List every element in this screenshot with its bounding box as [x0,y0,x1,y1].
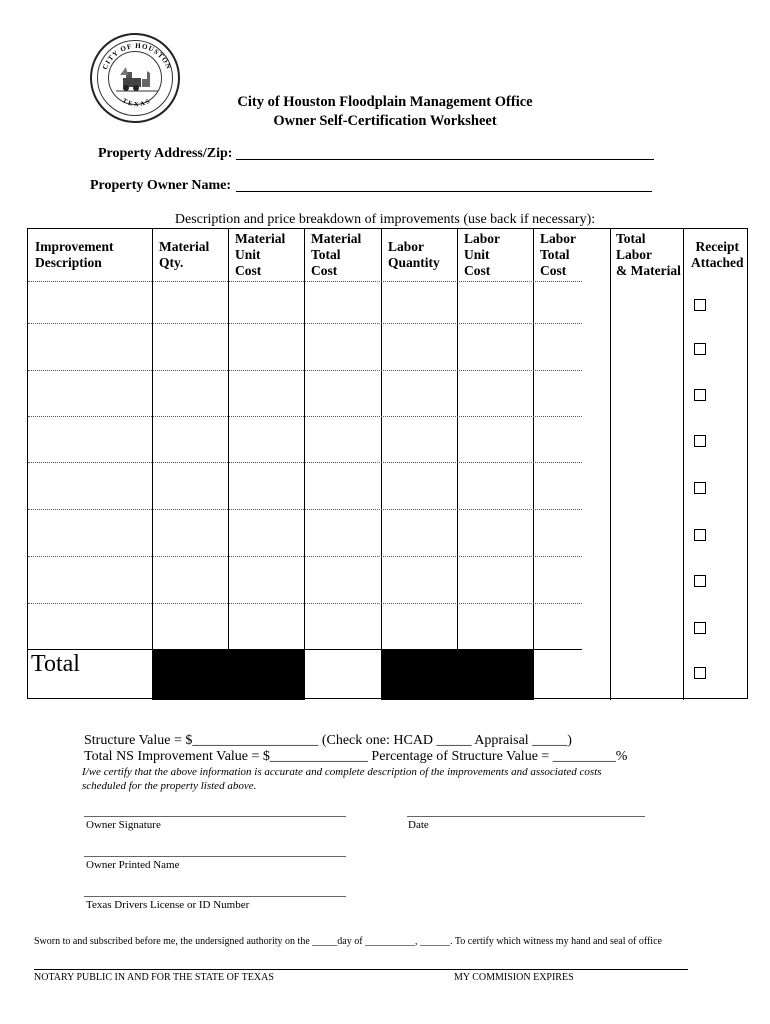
col-header-labor-quantity: Labor Quantity [388,239,440,270]
owner-signature-label: Owner Signature [86,819,161,831]
date-label: Date [408,819,429,831]
notary-label: NOTARY PUBLIC IN AND FOR THE STATE OF TEXAS [34,972,274,983]
property-owner-field[interactable] [236,191,652,192]
col-header-receipt-attached: Receipt Attached [691,239,744,270]
receipt-checkbox[interactable] [694,299,706,311]
svg-text:CITY OF HOUSTON [101,42,173,71]
notary-line[interactable] [34,969,688,970]
table-row [28,556,582,557]
description-caption: Description and price breakdown of improvements (use back if necessary): [174,212,596,227]
col-header-material-total-cost: Material Total Cost [311,231,362,278]
table-row [28,509,582,510]
receipt-checkbox[interactable] [694,529,706,541]
property-address-label: Property Address/Zip: [98,146,233,161]
structure-value-line: Structure Value = $__________________ (Check one: HCAD _____ Appraisal _____) [84,733,572,748]
total-label: Total [31,651,80,677]
receipt-checkbox[interactable] [694,482,706,494]
col-header-material-unit-cost: Material Unit Cost [235,231,286,278]
form-title: City of Houston Floodplain Management Office [237,94,533,110]
license-label: Texas Drivers License or ID Number [86,899,250,911]
seal-text-top: CITY OF HOUSTON [100,41,174,71]
col-header-improvement-description: Improvement Description [35,239,114,270]
blocked-cell-material [152,649,305,700]
commission-label: MY COMMISION EXPIRES [454,972,574,983]
col-header-material-qty: Material Qty. [159,239,210,270]
receipt-checkbox[interactable] [694,343,706,355]
date-line[interactable] [407,816,645,817]
form-subtitle: Owner Self-Certification Worksheet [273,113,497,129]
table-row [28,603,582,604]
table-row [28,281,582,282]
seal-text-bottom: TEXAS [121,97,153,109]
owner-signature-line[interactable] [84,816,346,817]
receipt-checkbox[interactable] [694,575,706,587]
owner-printed-name-label: Owner Printed Name [86,859,180,871]
improvement-value-line: Total NS Improvement Value = $______________ Percentage of Structure Value = _________% [84,749,628,764]
property-owner-label: Property Owner Name: [90,178,231,193]
col-header-labor-total-cost: Labor Total Cost [540,231,577,278]
certify-text-line1: I/we certify that the above information is accurate and complete description of the improvements and associated costs [82,766,602,778]
total-receipt-checkbox[interactable] [694,667,706,679]
receipt-checkbox[interactable] [694,389,706,401]
sworn-statement: Sworn to and subscribed before me, the undersigned authority on the _____day of __________, ______. To certify which witness my hand and seal of office [34,936,662,947]
table-row [28,462,582,463]
improvements-table [27,228,748,699]
seal-emblem-icon [92,35,182,125]
table-row [28,370,582,371]
receipt-checkbox[interactable] [694,435,706,447]
owner-printed-name-line[interactable] [84,856,346,857]
table-row [28,416,582,417]
table-row [28,323,582,324]
col-header-labor-unit-cost: Labor Unit Cost [464,231,501,278]
license-line[interactable] [84,896,346,897]
col-header-total-labor-material: Total Labor & Material [616,231,681,278]
certify-text-line2: scheduled for the property listed above. [82,780,257,792]
blocked-cell-labor [381,649,534,700]
receipt-checkbox[interactable] [694,622,706,634]
property-address-field[interactable] [236,159,654,160]
